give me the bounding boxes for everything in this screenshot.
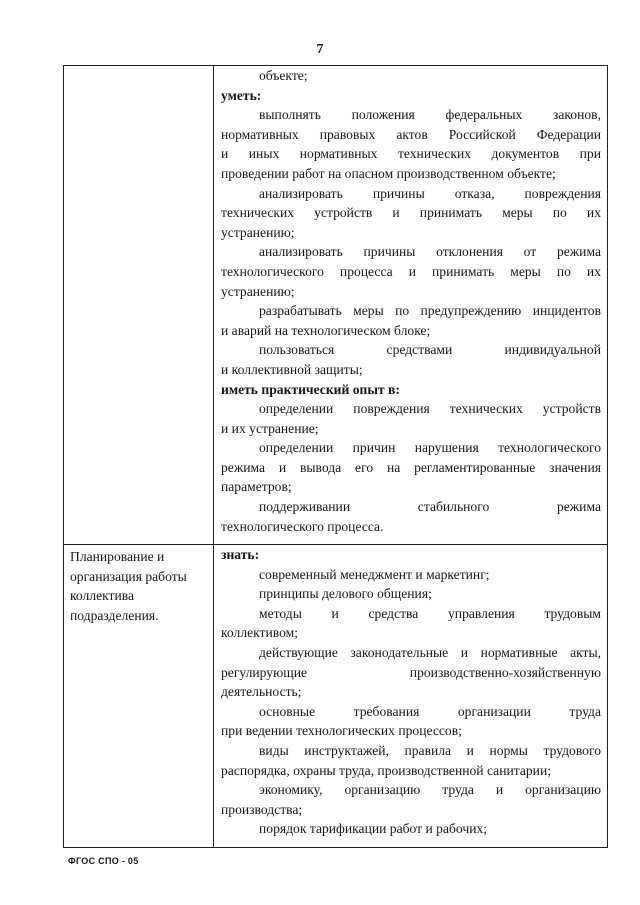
text-line: проведении работ на опасном производственном объекте; <box>221 165 556 181</box>
section-title-line: коллектива <box>70 588 135 604</box>
text-line: устранению; <box>221 283 295 299</box>
text-line: методы и средства управления трудовым <box>259 605 601 621</box>
text-line: нормативных правовых актов Российской Федерации <box>221 126 601 142</box>
table-row <box>64 545 608 848</box>
text-line: объекте; <box>259 68 308 83</box>
text-line: основные требования организации труда <box>259 703 601 719</box>
section-title-line: Планирование и <box>70 549 165 564</box>
text-line: разрабатывать меры по предупреждению инцидентов <box>259 303 601 319</box>
text-line: анализировать причины отказа, повреждения <box>259 185 601 201</box>
text-line: и аварий на технологическом блоке; <box>221 322 431 338</box>
text-line: принципы делового общения; <box>259 586 432 602</box>
section-heading: уметь: <box>221 87 262 103</box>
table-row <box>64 66 608 545</box>
table-cell-left <box>64 545 214 848</box>
text-line: виды инструктажей, правила и нормы трудового <box>259 742 601 758</box>
competency-table <box>63 65 608 848</box>
text-line: производства; <box>221 801 303 817</box>
text-line: экономику, организацию труда и организацию <box>259 782 601 798</box>
text-line: деятельность; <box>221 684 302 700</box>
text-line: устранению; <box>221 224 295 240</box>
text-line: распорядка, охраны труда, производственной санитарии; <box>221 762 552 778</box>
section-title-line: организация работы <box>70 568 187 584</box>
text-line: при ведении технологических процессов; <box>221 723 462 739</box>
text-line: современный менеджмент и маркетинг; <box>259 566 490 582</box>
text-line: анализировать причины отклонения от режима <box>259 244 601 260</box>
footer-code: ФГОС СПО - 05 <box>68 856 139 866</box>
table-cell-left <box>64 66 214 545</box>
section-heading: знать: <box>221 547 260 562</box>
text-line: порядок тарификации работ и рабочих; <box>259 821 488 837</box>
text-line: и их устранение; <box>221 420 319 436</box>
text-line: параметров; <box>221 479 292 495</box>
text-line: технических устройств и принимать меры по их <box>221 205 601 221</box>
text-line: и иных нормативных технических документов при <box>221 146 601 162</box>
text-line: технологического процесса и принимать меры по их <box>221 263 601 279</box>
text-line: режима и вывода его на регламентированные значения <box>221 459 601 475</box>
text-line: действующие законодательные и нормативные акты, <box>259 644 601 660</box>
text-line: определении причин нарушения технологического <box>259 440 601 456</box>
section-heading: иметь практический опыт в: <box>221 381 400 397</box>
text-line: регулирующие производственно-хозяйственную <box>221 664 601 680</box>
text-line: пользоваться средствами индивидуальной <box>259 342 601 358</box>
text-line: поддерживании стабильного режима <box>259 499 601 515</box>
table-cell-right <box>214 545 608 848</box>
table-cell-right <box>214 66 608 545</box>
text-line: технологического процесса. <box>221 518 384 534</box>
page-number: 7 <box>316 42 324 57</box>
text-line: коллективом; <box>221 625 299 641</box>
text-line: выполнять положения федеральных законов, <box>259 107 601 123</box>
section-title-line: подразделения. <box>70 607 159 623</box>
text-line: определении повреждения технических устройств <box>259 401 601 417</box>
text-line: и коллективной защиты; <box>221 361 363 377</box>
